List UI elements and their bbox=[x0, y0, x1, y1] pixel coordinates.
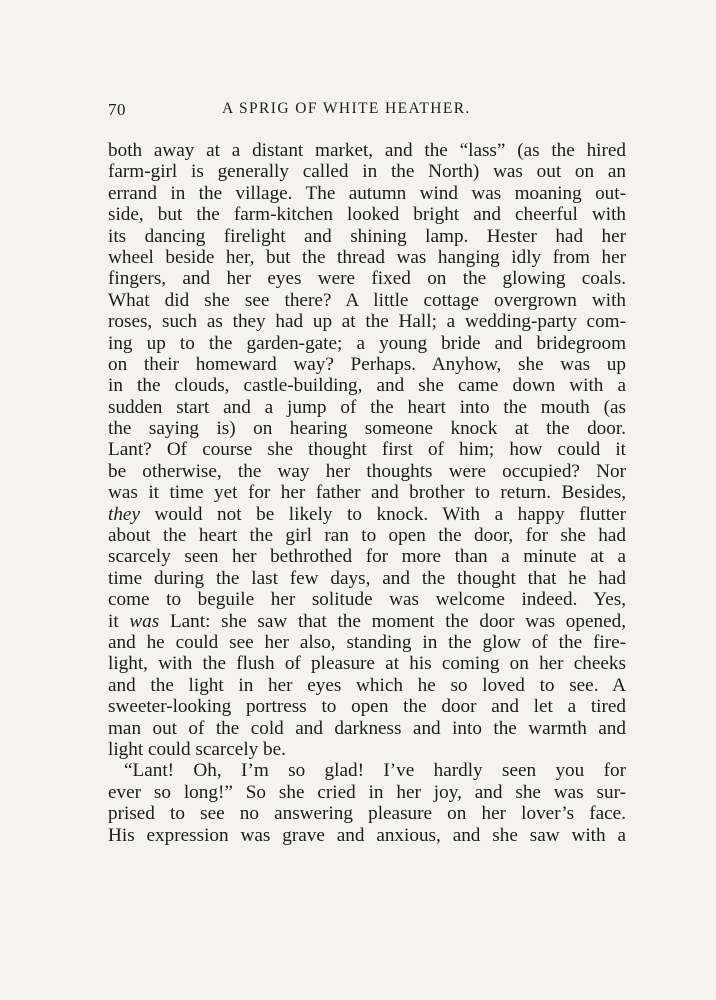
text-line: and the light in her eyes which he so loved to see. A bbox=[108, 674, 626, 696]
text-line: fingers, and her eyes were fixed on the glowing coals. bbox=[108, 268, 626, 290]
text-line: ing up to the garden-gate; a young bride and bridegroom bbox=[108, 332, 626, 354]
text-line: farm-girl is generally called in the North) was out on an bbox=[108, 161, 626, 183]
running-head bbox=[108, 100, 628, 126]
text-line: in the clouds, castle-building, and she came down with a bbox=[108, 375, 626, 397]
text-line: was it time yet for her father and brother to return. Besides, bbox=[108, 482, 626, 504]
text-line: side, but the farm-kitchen looked bright and cheerful with bbox=[108, 204, 626, 226]
text-line: man out of the cold and darkness and into the warmth and bbox=[108, 717, 626, 739]
text-line-italic-mid bbox=[108, 611, 626, 632]
text-line: light, with the flush of pleasure at his coming on her cheeks bbox=[108, 653, 626, 675]
text-line: both away at a distant market, and the “lass” (as the hired bbox=[108, 140, 626, 161]
text-line: What did she see there? A little cottage overgrown with bbox=[108, 289, 626, 311]
book-title: A SPRIG OF WHITE HEATHER. bbox=[222, 100, 471, 117]
text-line: come to beguile her solitude was welcome indeed. Yes, bbox=[108, 589, 626, 611]
text-line: about the heart the girl ran to open the door, for she had bbox=[108, 525, 626, 547]
text-line: ever so long!” So she cried in her joy, and she was sur- bbox=[108, 781, 626, 803]
italic-word-they: they bbox=[108, 503, 140, 525]
text-line: wheel beside her, but the thread was hanging idly from her bbox=[108, 246, 626, 268]
page-number: 70 bbox=[108, 100, 126, 119]
text-line: His expression was grave and anxious, and she saw with a bbox=[108, 824, 626, 846]
text-line-rest: would not be likely to knock. With a happy flutter bbox=[139, 503, 626, 525]
text-line: light could scarcely be. bbox=[108, 738, 286, 760]
text-line: time during the last few days, and the thought that he had bbox=[108, 567, 626, 589]
text-line: on their homeward way? Perhaps. Anyhow, she was up bbox=[108, 353, 626, 375]
body-text bbox=[108, 140, 626, 846]
text-line: the saying is) on hearing someone knock at the door. bbox=[108, 418, 626, 440]
text-line-italic-start bbox=[108, 504, 626, 525]
text-line: scarcely seen her bethrothed for more than a minute at a bbox=[108, 546, 626, 568]
text-line-rest: Lant: she saw that the moment the door was opened, bbox=[159, 610, 626, 632]
text-line: its dancing firelight and shining lamp. Hester had her bbox=[108, 225, 626, 247]
text-line: and he could see her also, standing in the glow of the fire- bbox=[108, 631, 626, 653]
text-line: be otherwise, the way her thoughts were occupied? Nor bbox=[108, 460, 626, 482]
text-line: prised to see no answering pleasure on her lover’s face. bbox=[108, 803, 626, 825]
text-line-start: it bbox=[108, 610, 130, 632]
text-line: errand in the village. The autumn wind was moaning out- bbox=[108, 182, 626, 204]
text-line: Lant? Of course she thought first of him; how could it bbox=[108, 439, 626, 461]
text-line: roses, such as they had up at the Hall; a wedding-party com- bbox=[108, 311, 626, 333]
italic-word-was: was bbox=[129, 610, 160, 632]
text-line: “Lant! Oh, I’m so glad! I’ve hardly seen you for bbox=[124, 760, 626, 782]
text-line: sudden start and a jump of the heart into the mouth (as bbox=[108, 396, 626, 418]
text-line: sweeter-looking portress to open the door and let a tired bbox=[108, 696, 626, 718]
